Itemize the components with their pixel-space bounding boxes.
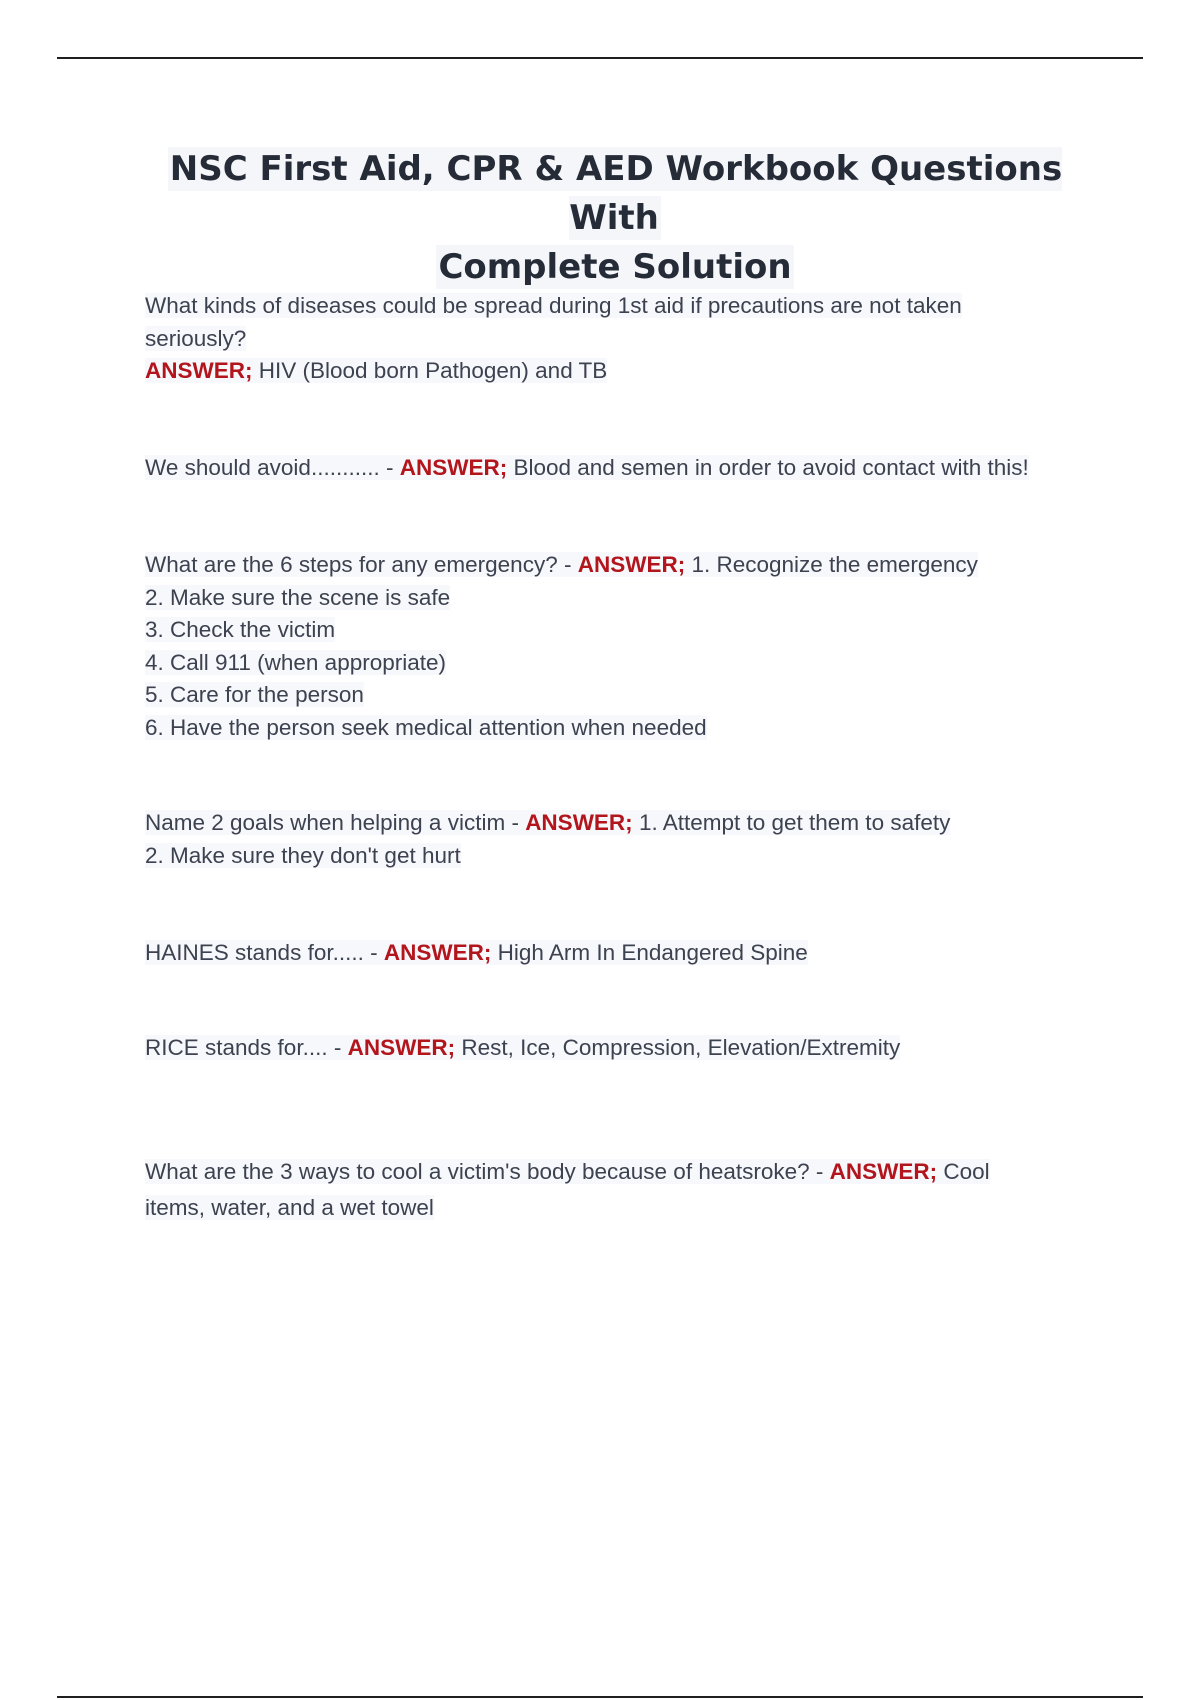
answer-step-6: 6. Have the person seek medical attention when needed	[145, 714, 707, 740]
answer-step-3: 3. Check the victim	[145, 617, 336, 642]
answer-label: ANSWER;	[145, 358, 253, 383]
question-text: HAINES stands for.....	[145, 940, 364, 965]
question-text: What are the 3 ways to cool a victim's body because of heatsroke?	[145, 1159, 810, 1184]
answer-label: ANSWER;	[399, 455, 508, 480]
answer-text-continued: items, water, and a wet towel	[145, 1195, 434, 1220]
answer-label: ANSWER;	[577, 552, 686, 577]
answer-goal-1: 1. Attempt to get them to safety	[632, 810, 951, 835]
qa-item-4	[145, 807, 1105, 872]
qa-item-6	[145, 1032, 1105, 1065]
qa-item-7	[145, 1154, 1105, 1226]
qa-item-3	[145, 549, 1105, 744]
qa-item-5	[145, 937, 1105, 970]
answer-label: ANSWER;	[347, 1035, 456, 1060]
answer-label: ANSWER;	[829, 1159, 938, 1184]
answer-text: Rest, Ice, Compression, Elevation/Extremity	[455, 1035, 901, 1060]
answer-label: ANSWER;	[383, 940, 492, 965]
answer-text: HIV (Blood born Pathogen) and TB	[252, 358, 608, 383]
question-text: Name 2 goals when helping a victim	[145, 810, 506, 835]
separator: -	[363, 940, 384, 965]
separator: -	[505, 810, 526, 835]
answer-text: Cool	[937, 1159, 990, 1184]
separator: -	[379, 455, 400, 480]
bottom-divider	[57, 1696, 1143, 1698]
top-divider	[57, 57, 1143, 59]
qa-item-1	[145, 290, 1105, 388]
question-text: What are the 6 steps for any emergency?	[145, 552, 558, 577]
title-line-2: Complete Solution	[438, 247, 792, 287]
answer-step-4: 4. Call 911 (when appropriate)	[145, 649, 447, 675]
page-title	[120, 145, 1110, 292]
answer-goal-2: 2. Make sure they don't get hurt	[145, 842, 461, 868]
qa-item-2	[145, 452, 1105, 485]
answer-text: High Arm In Endangered Spine	[491, 940, 808, 965]
separator: -	[557, 552, 578, 577]
answer-step-1: 1. Recognize the emergency	[685, 552, 978, 577]
separator: -	[809, 1159, 830, 1184]
question-text: What kinds of diseases could be spread during 1st aid if precautions are not taken	[145, 293, 962, 318]
answer-step-5: 5. Care for the person	[145, 682, 364, 707]
question-text: RICE stands for....	[145, 1035, 328, 1060]
question-text-continued: seriously?	[145, 325, 247, 351]
answer-label: ANSWER;	[525, 810, 633, 835]
separator: -	[327, 1035, 348, 1060]
answer-step-2: 2. Make sure the scene is safe	[145, 584, 451, 610]
answer-text: Blood and semen in order to avoid contact with this!	[507, 455, 1029, 480]
title-line-1: NSC First Aid, CPR & AED Workbook Questions With	[169, 149, 1063, 238]
question-text: We should avoid...........	[145, 455, 380, 480]
